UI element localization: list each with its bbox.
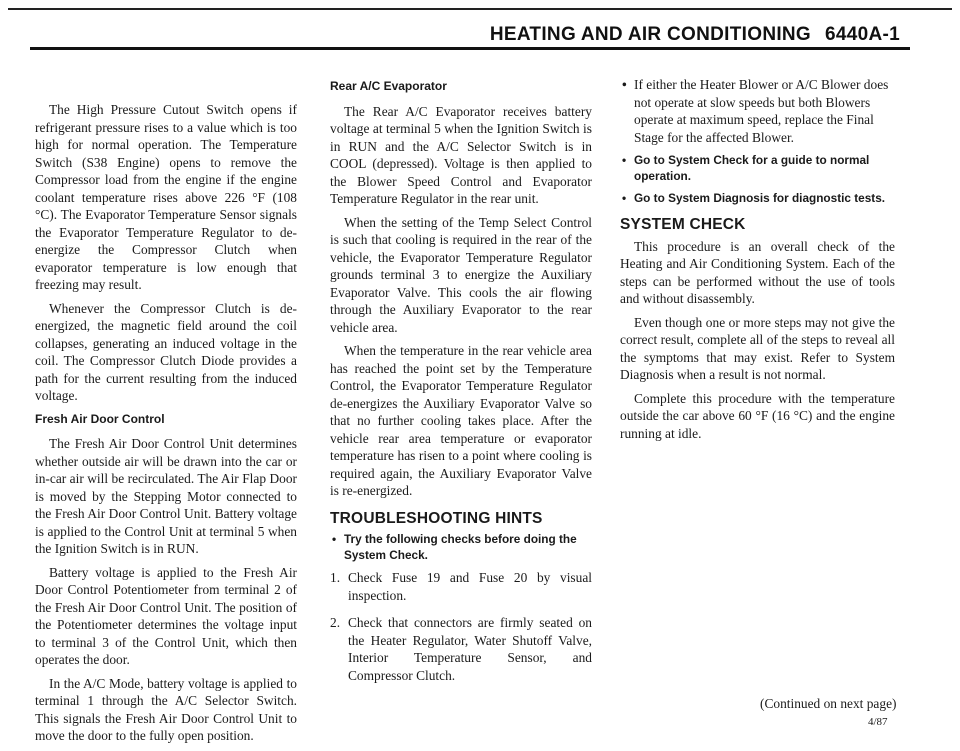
column-middle [330,76,592,694]
section-title: HEATING AND AIR CONDITIONING [489,24,812,45]
step-number: 1. [330,570,341,585]
continued-note: (Continued on next page) [760,696,897,711]
step-item [330,614,592,684]
step-text: Check Fuse 19 and Fuse 20 by visual inspection. [348,570,592,603]
header-rule [30,47,910,50]
heading-troubleshooting-hints: TROUBLESHOOTING HINTS [330,509,543,527]
top-border-line [8,8,952,10]
column-right [620,76,895,448]
paragraph: In the A/C Mode, battery voltage is applied to terminal 1 through the A/C Selector Switch. This signals the Fresh Air Door Control Unit to move the door to the fully open position. [35,675,297,743]
heading-fresh-air-door-control: Fresh Air Door Control [35,411,165,426]
hint-bullets [620,76,895,206]
paragraph: The Rear A/C Evaporator receives battery voltage at terminal 5 when the Ignition Switch is in RUN and the A/C Selector Switch is in COOL (depressed). Voltage is then applied to the Blower Speed Control and Evaporator Temperature Regulator in the rear unit. [330,103,592,206]
paragraph: The High Pressure Cutout Switch opens if refrigerant pressure rises to a value which is too high for normal operation. The Temperature Switch (S38 Engine) opens to remove the Compressor load from the engine if the engine coolant temperature rises above 226 °F (108 °C). The Evaporator Temperature Sensor signals the Evaporator Temperature Regulator to de-energize the Compressor Clutch when evaporator temperature is low enough that freezing may result. [35,102,297,292]
troubleshooting-steps [330,569,592,684]
step-text: Check that connectors are firmly seated on the Heater Regulator, Water Shutoff Valve, Interior Temperature Sensor, and Compressor Clutch. [348,615,592,683]
bullet-item: • Go to System Diagnosis for diagnostic tests. [620,190,895,206]
paragraph: The Fresh Air Door Control Unit determines whether outside air will be drawn into the car or in-car air will be recirculated. The Air Flap Door is moved by the Stepping Motor connected to the Fresh Air Door Control Unit. Battery voltage is applied to the Control Unit at terminal 5 when the Ignition Switch is in RUN. [35,436,297,556]
bullet-item: • Try the following checks before doing the System Check. [330,531,592,563]
bullet-item: • Go to System Check for a guide to normal operation. [620,152,895,184]
page-header [400,24,900,46]
paragraph: When the temperature in the rear vehicle area has reached the point set by the Temperature Control, the Evaporator Temperature Regulator de-energizes the Auxiliary Evaporator Valve so that no further cooling takes place. After the vehicle rear area temperature or evaporator temperature has risen to a point where cooling is required again, the Auxiliary Evaporator Valve is re-energized. [330,343,592,498]
step-number: 2. [330,615,341,630]
paragraph: Complete this procedure with the temperature outside the car above 60 °F (16 °C) and the engine running at idle. [620,390,895,441]
paragraph: Battery voltage is applied to the Fresh Air Door Control Potentiometer from terminal 2 of the Fresh Air Door Control Unit. The position of the Potentiometer determines the voltage input to terminal 3 of the Control Unit, which then operates the door. [35,564,297,667]
paragraph: When the setting of the Temp Select Control is such that cooling is required in the rear of the vehicle, the Evaporator Temperature Regulator grounds terminal 3 to energize the Auxiliary Evaporator Valve. This cools the air flowing through the Auxiliary Evaporator to the rear vehicle area. [330,214,592,335]
bullet-item: • If either the Heater Blower or A/C Blower does not operate at slow speeds but both Blowers operate at maximum speed, replace the Final Stage for the affected Blower. [620,76,895,146]
revision-date: 4/87 [868,716,888,728]
paragraph: Whenever the Compressor Clutch is de-energized, the magnetic field around the coil collapses, generating an induced voltage in the coil. The Compressor Clutch Diode provides a path for the current resulting from the induced voltage. [35,300,297,403]
page-number: 6440A-1 [825,24,900,45]
heading-rear-ac-evaporator: Rear A/C Evaporator [330,79,447,93]
step-item [330,569,592,604]
paragraph: This procedure is an overall check of the Heating and Air Conditioning System. Each of the steps can be performed without the use of tools and without disassembly. [620,238,895,306]
heading-system-check: SYSTEM CHECK [620,216,746,233]
troubleshooting-bullets [330,531,592,563]
column-left [35,101,297,751]
paragraph: Even though one or more steps may not give the correct result, complete all of the steps to reveal all the symptoms that may exist. Refer to System Diagnosis when a result is not normal. [620,314,895,382]
